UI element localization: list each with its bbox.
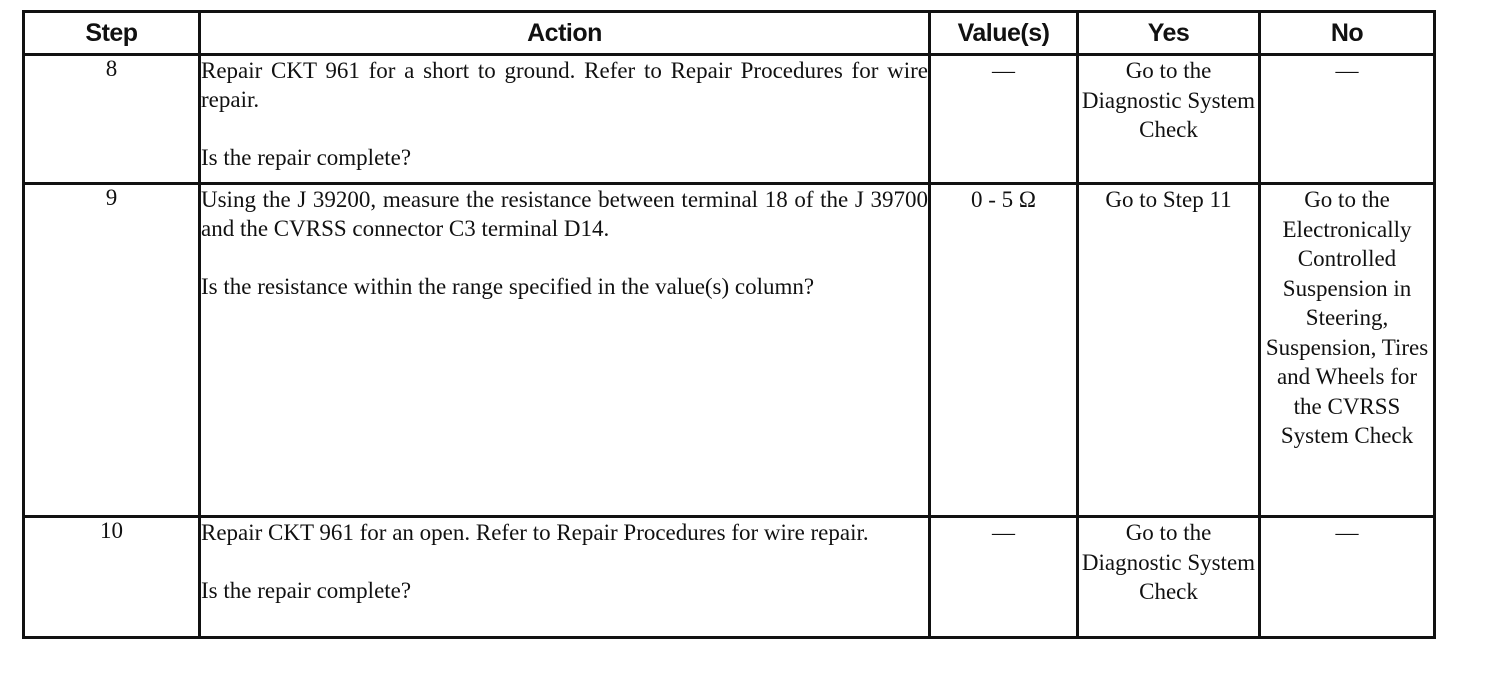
yes-cell: Go to the Diagnostic System Check [1078, 55, 1260, 184]
step-number: 8 [24, 55, 200, 184]
yes-cell: Go to the Diagnostic System Check [1078, 517, 1260, 638]
action-text: Repair CKT 961 for an open. Refer to Repair Procedures for wire repair. [201, 520, 869, 545]
header-values: Value(s) [930, 12, 1078, 55]
header-step: Step [24, 12, 200, 55]
value-cell: — [930, 517, 1078, 638]
no-cell: — [1260, 55, 1435, 184]
yes-cell: Go to Step 11 [1078, 184, 1260, 517]
action-question: Is the repair complete? [201, 145, 412, 170]
action-text: Repair CKT 961 for a short to ground. Refer to Repair Procedures for wire repair. [201, 58, 928, 112]
step-number: 9 [24, 184, 200, 517]
table-row [24, 55, 1435, 184]
action-cell [200, 517, 930, 638]
header-action: Action [200, 12, 930, 55]
diagnostic-table-page [22, 10, 1433, 656]
header-yes: Yes [1078, 12, 1260, 55]
header-no: No [1260, 12, 1435, 55]
table-header-row [24, 12, 1435, 55]
action-text: Using the J 39200, measure the resistance between terminal 18 of the J 39700 and the CVRSS connector C3 terminal D14. [201, 187, 928, 241]
no-cell: Go to the Electronically Controlled Suspension in Steering, Suspension, Tires and Wheels for the CVRSS System Check [1260, 184, 1435, 517]
table-row [24, 184, 1435, 517]
action-cell [200, 184, 930, 517]
diagnostic-table [22, 10, 1436, 639]
value-cell: 0 - 5 Ω [930, 184, 1078, 517]
action-cell [200, 55, 930, 184]
action-question: Is the repair complete? [201, 578, 412, 603]
no-cell: — [1260, 517, 1435, 638]
table-row [24, 517, 1435, 638]
step-number: 10 [24, 517, 200, 638]
value-cell: — [930, 55, 1078, 184]
action-question: Is the resistance within the range specified in the value(s) column? [201, 274, 815, 299]
